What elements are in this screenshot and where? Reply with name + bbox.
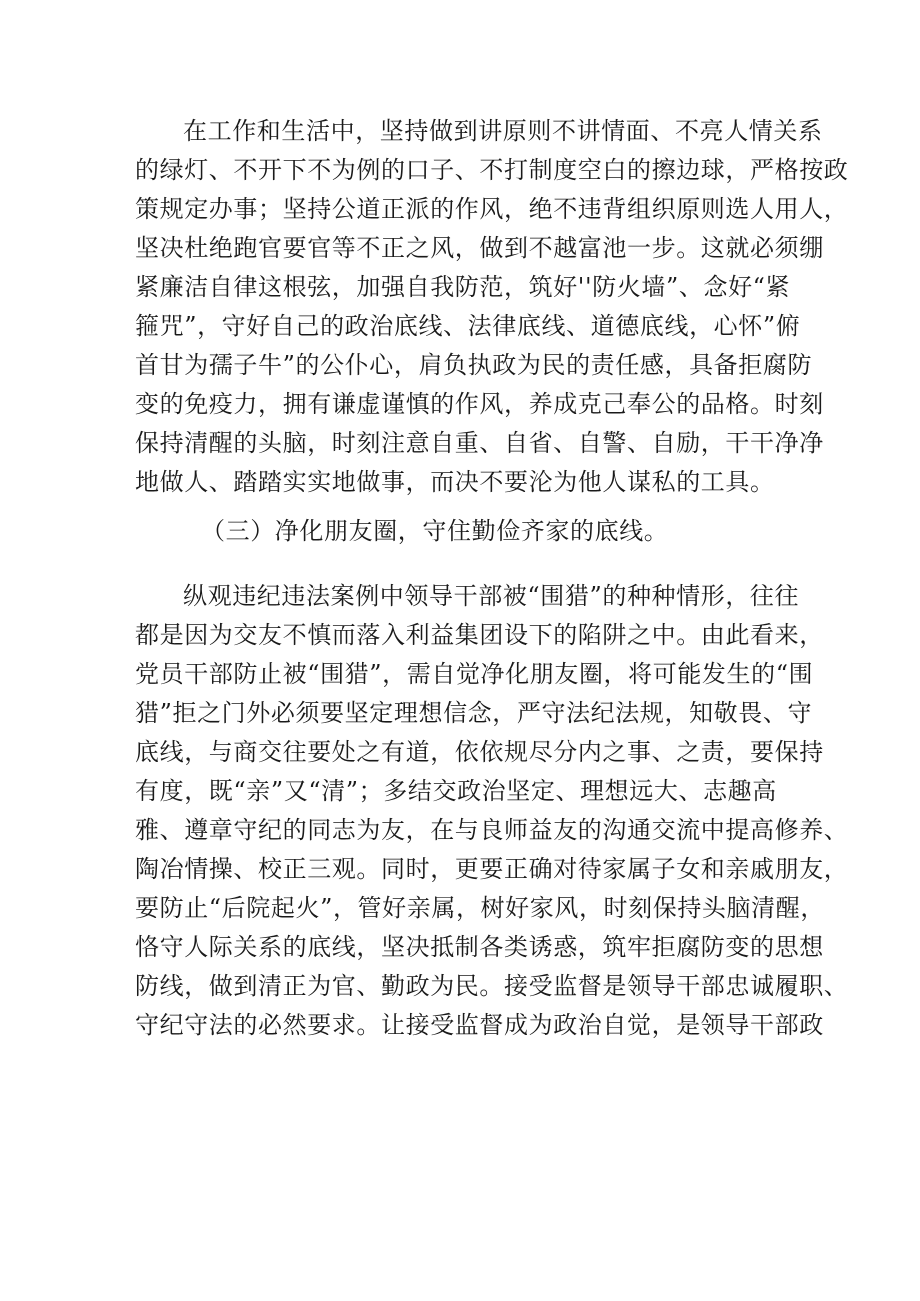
- text-line: 猎”拒之门外必须要坚定理想信念，严守法纪法规，知敬畏、守: [135, 699, 813, 727]
- text-line: 首甘为孺子牛”的公仆心，肩负执政为民的责任感，具备拒腐防: [135, 351, 813, 379]
- paragraph-friend-circle: [135, 577, 849, 1045]
- document-body: [135, 112, 849, 1045]
- text-line: 箍咒”，守好自己的政治底线、法律底线、道德底线，心怀”俯: [135, 312, 801, 340]
- text-line: 在工作和生活中，坚持做到讲原则不讲情面、不亮人情关系: [183, 117, 823, 145]
- text-line: 陶冶情操、校正三观。同时，更要正确对待家属子女和亲戚朋友，: [135, 855, 849, 883]
- section-heading: （三）净化朋友圈，守住勤俭齐家的底线。: [201, 517, 669, 545]
- text-line: 变的免疫力，拥有谦虚谨慎的作风，养成克己奉公的品格。时刻: [135, 390, 824, 418]
- text-line: 保持清醒的头脑，时刻注意自重、自省、自警、自励，干干净净: [135, 429, 824, 457]
- text-line: 恪守人际关系的底线，坚决抵制各类诱惑，筑牢拒腐防变的思想: [135, 933, 824, 961]
- text-line: 底线，与商交往要处之有道，依依规尽分内之事、之责，要保持: [135, 738, 824, 766]
- text-line: 的绿灯、不开下不为例的口子、不打制度空白的擦边球，严格按政: [135, 156, 849, 184]
- text-line: 纵观违纪违法案例中领导干部被“围猎”的种种情形，往往: [183, 582, 800, 610]
- text-line: 防线，做到清正为官、勤政为民。接受监督是领导干部忠诚履职、: [135, 972, 849, 1000]
- text-line: 有度，既“亲”又“清”；多结交政治坚定、理想远大、志趣高: [135, 777, 777, 805]
- text-line: 雅、遵章守纪的同志为友，在与良师益友的沟通交流中提高修养、: [135, 816, 849, 844]
- text-line: 守纪守法的必然要求。让接受监督成为政治自觉，是领导干部政: [135, 1011, 824, 1039]
- text-line: 要防止“后院起火”，管好亲属，树好家风，时刻保持头脑清醒，: [135, 894, 825, 922]
- text-line: 策规定办事；坚持公道正派的作风，绝不违背组织原则选人用人，: [135, 195, 849, 223]
- text-line: 地做人、踏踏实实地做事，而决不要沦为他人谋私的工具。: [135, 468, 775, 496]
- text-line: 坚决杜绝跑官要官等不正之风，做到不越富池一步。这就必须绷: [135, 234, 824, 262]
- text-line: 党员干部防止被“围猎”，需自觉净化朋友圈，将可能发生的“围: [135, 660, 814, 688]
- text-line: 都是因为交友不慎而落入利益集团设下的陷阱之中。由此看来，: [135, 621, 824, 649]
- text-line: 紧廉洁自律这根弦，加强自我防范，筑好''防火墙”、念好“紧: [135, 273, 791, 301]
- paragraph-integrity: [135, 112, 849, 502]
